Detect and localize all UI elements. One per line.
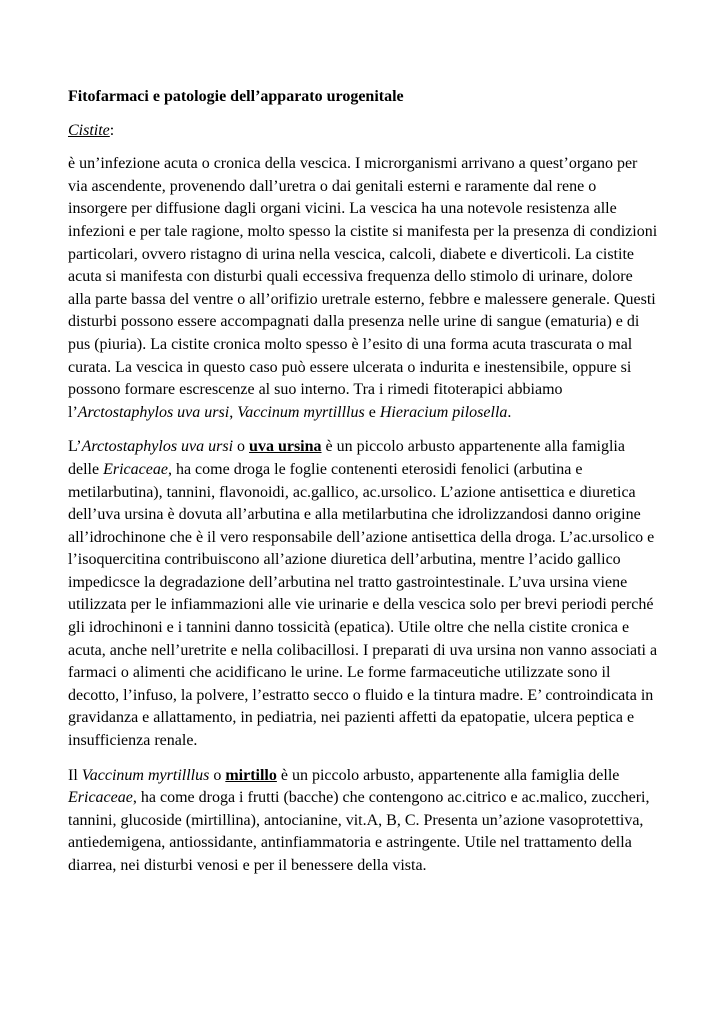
para1-text-a: è un’infezione acuta o cronica della vescica. I microrganismi arrivano a quest’organo per via ascendente, provenendo dall’uretra o dai genitali esterni e raramente dal rene o insorgere per diffusione dagli organi vicini. La vescica ha una notevole resistenza alle infezioni e per tale ragione, molto spesso la cistite si manifesta per la presenza di condizioni particolari, ovvero ristagno di urina nella vescica, calcoli, diabete e diverticoli. La cistite acuta si manifesta con disturbi quali eccessiva frequenza dello stimolo di urinare, dolore alla parte bassa del ventre o all’orifizio uretrale esterno, febbre e malessere generale. Questi disturbi possono essere accompagnati dalla presenza nelle urine di sangue (ematuria) e di pus (piuria). La cistite cronica molto spesso è l’esito di una forma acuta trascurata o mal curata. La vescica in questo caso può essere ulcerata o indurita e inestensibile, oppure si possono formare escrescenze al suo interno. Tra i rimedi fitoterapici abbiamo l’ [68,155,658,421]
para2-italic-ericaceae: Ericaceae [103,460,168,478]
para1-text-c: e [364,403,380,421]
para2-italic-arctostaphylos: Arctostaphylos uva ursi [81,438,234,456]
para1-text-d: . [507,403,512,421]
para3-text-a: Il [68,766,82,784]
para2-text-d: , ha come droga le foglie contenenti eterosidi fenolici (arbutina e metilarbutina), tannini, flavonoidi, ac.gallico, ac.ursolico. L’azione antisettica e diuretica dell’uva ursina è dovuta all’arbutina e alla metilarbutina che idrolizzandosi danno origine all’idrochinone che è il vero responsabile dell’azione antisettica della droga. L’ac.ursolico e l’isoquercitina contribuiscono all’azione diuretica dell’arbutina, mentre l’acido gallico impedicsce la degradazione dell’arbutina nel tratto gastrointestinale. L’uva ursina viene utilizzata per le infiammazioni alle vie urinarie e della vescica solo per brevi periodi perché gli idrochinoni e i tannini danno tossicità (epatica). Utile oltre che nella cistite cronica e acuta, anche nell’uretrite e nella colibacillosi. I preparati di uva ursina non vanno associati a farmaci o alimenti che acidificano le urine. Le forme farmaceutiche utilizzate sono il decotto, l’infuso, la polvere, l’estratto secco o fluido e la tintura madre. E’ controindicata in gravidanza e allattamento, in pediatria, nei pazienti affetti da epatopatie, ulcera peptica e insufficienza renale. [68,460,658,750]
paragraph-uva-ursina [68,436,658,752]
paragraph-mirtillo [68,765,658,878]
para3-text-c: è un piccolo arbusto, appartenente alla famiglia delle [276,766,620,784]
para2-text-a: L’ [68,438,82,456]
para1-italic-vaccinum: Vaccinum myrtilllus [237,403,365,421]
para2-bold-uva-ursina: uva ursina [249,438,322,456]
para3-italic-ericaceae: Ericaceae [68,789,133,807]
para1-italic-hieracium: Hieracium pilosella [379,403,508,421]
para2-text-c: è un piccolo arbusto appartenente alla famiglia delle [68,438,625,478]
section-heading [68,120,658,143]
para2-text-b: o [233,438,250,456]
section-heading-text: Cistite [68,121,110,139]
para3-italic-vaccinum: Vaccinum myrtilllus [81,766,210,784]
document-page [68,86,658,890]
document-title: Fitofarmaci e patologie dell’apparato urogenitale [68,88,404,105]
para3-bold-mirtillo: mirtillo [225,766,277,784]
para1-text-b: , [229,403,238,421]
para3-text-b: o [209,766,226,784]
para1-italic-arctostaphylos: Arctostaphylos uva ursi [77,403,230,421]
section-heading-colon: : [109,121,115,139]
paragraph-cistite [68,153,658,424]
para3-text-d: , ha come droga i frutti (bacche) che contengono ac.citrico e ac.malico, zuccheri, tannini, glucoside (mirtillina), antocianine, vit.A, B, C. Presenta un’azione vasoprotettiva, antiedemigena, antiossidante, antinfiammatoria e astringente. Utile nel trattamento della diarrea, nei disturbi venosi e per il benessere della vista. [68,789,650,874]
